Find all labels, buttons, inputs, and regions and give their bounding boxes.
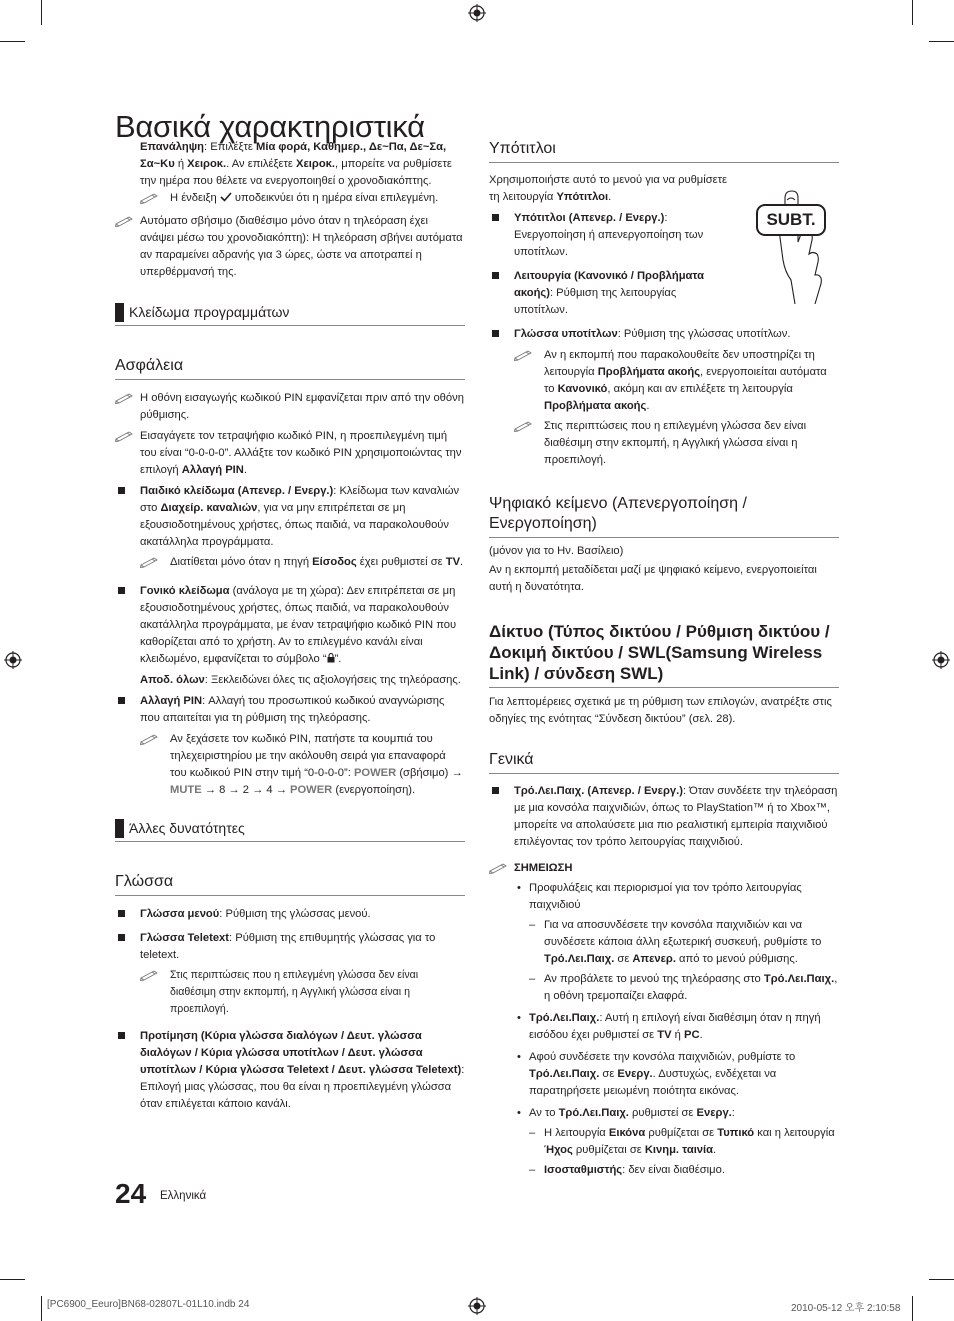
note-heading	[489, 860, 839, 877]
text: Τυπικό	[717, 1127, 755, 1139]
text: : Επιλέξτε	[204, 141, 257, 153]
left-column	[115, 139, 465, 1113]
registration-mark-icon	[4, 651, 22, 669]
crop-mark	[41, 0, 42, 25]
crop-mark	[0, 41, 25, 42]
note-pencil-icon	[140, 192, 160, 204]
hand-pressing-icon	[755, 180, 837, 306]
registration-mark-icon	[932, 651, 950, 669]
power-key: POWER	[290, 784, 333, 796]
repeat-label: Επανάληψη	[140, 141, 205, 153]
child-lock-note	[140, 554, 465, 571]
text: σε	[614, 953, 633, 965]
teletext-language-item	[115, 930, 465, 964]
section-heading-lock: Κλείδωμα προγραμμάτων	[115, 303, 465, 326]
note-bullet	[514, 1049, 839, 1100]
text: Ενεργ.	[696, 1107, 732, 1119]
child-lock-item	[115, 483, 465, 551]
text: Προβλήματα ακοής	[597, 366, 701, 378]
channel-manager-ref: Διαχείρ. καναλιών	[160, 502, 258, 514]
text: Ενεργ.	[617, 1068, 653, 1080]
parental-lock-label: Γονικό κλείδωμα	[140, 585, 230, 597]
teletext-language-label: Γλώσσα Teletext	[140, 932, 230, 944]
text: Ισοσταθμιστής	[544, 1164, 623, 1176]
text: Κανονικό	[557, 383, 608, 395]
text: Τρό.Λει.Παιχ.	[558, 1107, 629, 1119]
security-note-2	[115, 428, 465, 479]
text: έχει ρυθμιστεί σε	[356, 556, 446, 568]
text: Χρησιμοποιήστε αυτό το μενού για να ρυθμίσετε τη λειτουργία	[489, 174, 728, 203]
text: Η ένδειξη	[170, 192, 220, 204]
crop-mark	[41, 1296, 42, 1321]
subtitles-language-item	[489, 326, 839, 343]
text: και η λειτουργία	[754, 1127, 835, 1139]
mute-key: MUTE	[170, 784, 202, 796]
check-note	[140, 190, 465, 207]
subtitles-onoff-label: Υπότιτλοι (Απενερ. / Ενεργ.)	[514, 212, 665, 224]
text: ή	[671, 1029, 685, 1041]
text: Αυτόματο σβήσιμο (διαθέσιμο μόνο όταν η τηλεόραση έχει ανάψει μέσω του χρονοδιακόπτη): Η τηλεόραση σβήνει αυτόματα αν παραμείνει αδρανής για 3 ώρες, ώστε να αποτραπεί η υπερθέρμανσή της.	[140, 215, 463, 278]
text: Αν η εκπομπή που παρακολουθείτε δεν υποστηρίζει τη λειτουργία	[544, 349, 815, 378]
subtitles-mode-item	[489, 268, 724, 319]
text: PC	[684, 1029, 700, 1041]
text: , ενεργοποιείται αυτόματα το	[544, 366, 827, 395]
note-pencil-icon	[115, 430, 135, 442]
change-pin-label: Αλλαγή PIN	[140, 695, 203, 707]
page-number: 24	[115, 1178, 147, 1209]
repeat-options: Μία φορά, Καθημερ., Δε~Πα, Δε~Σα, Σα~Κυ	[140, 141, 447, 170]
note-list	[489, 880, 839, 1179]
unlock-all-label: Αποδ. όλων	[140, 674, 205, 686]
text: Προβλήματα ακοής	[544, 400, 647, 412]
child-lock-label: Παιδικό κλείδωμα (Απενερ. / Ενεργ.)	[140, 485, 334, 497]
text: : Ξεκλειδώνει όλες τις αξιολογήσεις της τηλεόρασης.	[204, 674, 461, 686]
digital-text-uk: (μόνον για το Ην. Βασίλειο)	[489, 545, 624, 557]
text: : Κλείδωμα των καναλιών στο	[140, 485, 460, 514]
text: Κινημ. ταινία	[644, 1144, 714, 1156]
subtitles-intro	[489, 172, 734, 206]
note-dash-item	[529, 1125, 839, 1159]
parental-lock-item	[115, 583, 465, 668]
text: : Όταν συνδέετε την τηλεόραση με μια κονσόλα παιχνιδιών, όπως το PlayStation™ ή το Xbox™, μπορείτε να απολαύσετε μια πιο ρεαλιστική εμπειρία παιχνιδιού επιλέγοντας τον τρόπο λειτουργίας παιχνιδιού.	[514, 785, 838, 848]
subtitles-note-1	[514, 347, 839, 415]
crop-mark	[0, 1279, 25, 1280]
crop-mark	[929, 41, 954, 42]
security-note-1	[115, 390, 465, 424]
digital-text-desc: Αν η εκπομπή μεταδίδεται μαζί με ψηφιακό κείμενο, ενεργοποιείται αυτή η δυνατότητα.	[489, 564, 817, 593]
subtitles-note-2	[514, 418, 839, 469]
network-desc: Για λεπτομέρειες σχετικά με τη ρύθμιση των επιλογών, ανατρέξτε στις οδηγίες της ενότητας “Σύνδεση δικτύου” (σελ. 28).	[489, 696, 832, 725]
note-pencil-icon	[140, 556, 160, 568]
text: : Αλλαγή του προσωπικού κωδικού αναγνώρισης που απαιτείται για τη ρύθμιση της τηλεόρασης.	[140, 695, 445, 724]
text: Αν το	[529, 1107, 559, 1119]
page-language: Ελληνικά	[160, 1190, 207, 1202]
text: Η οθόνη εισαγωγής κωδικού PIN εμφανίζεται πριν από την οθόνη ρύθμισης.	[140, 392, 464, 421]
text: (ενεργοποίηση).	[332, 784, 416, 796]
section-heading-security: Ασφάλεια	[115, 356, 465, 380]
note-bullet	[514, 1105, 839, 1122]
note-dash-item	[529, 917, 839, 968]
text: .	[243, 464, 247, 476]
text: , ακόμη και αν επιλέξετε τη λειτουργία	[607, 383, 793, 395]
auto-off-note	[115, 213, 465, 281]
text: . Αν επιλέξετε	[226, 158, 297, 170]
text: Τρό.Λει.Παιχ.	[544, 953, 615, 965]
game-mode-label: Τρό.Λει.Παιχ. (Απενερ. / Ενεργ.)	[514, 785, 683, 797]
text: ρυθμίζεται σε	[645, 1127, 718, 1139]
note-dash-item	[529, 971, 839, 1005]
text: : Ρύθμιση της λειτουργίας υποτίτλων.	[514, 287, 677, 316]
text: Αφού συνδέσετε την κονσόλα παιχνιδιών, ρυθμίστε το	[529, 1051, 796, 1063]
note-pencil-icon	[514, 420, 534, 432]
note-pencil-icon	[115, 215, 135, 227]
subtitles-block	[489, 172, 839, 469]
crop-mark	[912, 0, 913, 25]
note-bullet	[514, 1010, 839, 1044]
registration-mark-icon	[468, 1297, 486, 1315]
text: : δεν είναι διαθέσιμο.	[622, 1164, 725, 1176]
text: : Αυτή η επιλογή είναι διαθέσιμη όταν η πηγή εισόδου έχει ρυθμιστεί σε	[529, 1012, 821, 1041]
note-bullet: • Προφυλάξεις και περιορισμοί για τον τρόπο λειτουργίας παιχνιδιού	[514, 880, 839, 914]
note-dash-item	[529, 1162, 839, 1179]
text: .	[713, 1144, 717, 1156]
manual-label: Χειροκ.	[187, 158, 227, 170]
text: Ήχος	[544, 1144, 573, 1156]
note-pencil-icon	[140, 733, 160, 745]
change-pin-ref: Αλλαγή PIN	[181, 464, 244, 476]
text: Αν προβάλετε το μενού της τηλεόρασης στο	[544, 973, 764, 985]
text: Στις περιπτώσεις που η επιλεγμένη γλώσσα δεν είναι διαθέσιμη στην εκπομπή, η Αγγλική γλώσσα είναι η προεπιλογή.	[544, 420, 807, 466]
note-sublist	[514, 917, 839, 1005]
note-pencil-icon	[514, 349, 534, 361]
subt-button-label: SUBT.	[766, 210, 816, 229]
text: : Επιλογή μιας γλώσσας, που θα είναι η προεπιλεγμένη γλώσσα όταν επιλέγεται κάποιο κανάλι.	[140, 1064, 465, 1110]
checkmark-icon	[220, 192, 232, 202]
subtitles-language-label: Γλώσσα υποτίτλων	[514, 328, 618, 340]
text: (ανάλογα με τη χώρα): Δεν επιτρέπεται σε μη εξουσιοδοτημένους χρήστες, όπως παιδιά, να παρακολουθούν ακατάλληλα προγράμματα, με έναν τετραψήφιο κωδικό PIN που καθορίζεται από το χρήστη. Αν το επιλεγμένο κανάλι είναι κλειδωμένο, εμφανίζεται το σύμβολο “	[140, 585, 457, 665]
text: , για να μην επιτρέπεται σε μη εξουσιοδοτημένους χρήστες, όπως παιδιά, να παρακολουθούν ακατάλληλα προγράμματα.	[140, 502, 450, 548]
pin-reset-note	[140, 731, 465, 799]
text: Εισαγάγετε τον τετραψήφιο κωδικό PIN, η προεπιλεγμένη τιμή του είναι “0-0-0-0”. Αλλάξτε τον κωδικό PIN χρησιμοποιώντας την επιλογή	[140, 430, 462, 476]
repeat-paragraph	[115, 139, 465, 190]
unlock-all-text	[115, 672, 465, 689]
text: σε	[599, 1068, 618, 1080]
text: Αν ξεχάσετε τον κωδικό PIN, πατήστε τα κουμπιά του τηλεχειριστηρίου με την ακόλουθη σειρά για επαναφορά του κωδικού PIN στην τιμή “0-0-0-0”:	[170, 733, 446, 779]
teletext-note	[140, 967, 465, 1018]
change-pin-item	[115, 693, 465, 727]
text: , η οθόνη τρεμοπαίζει ελαφρά.	[544, 973, 838, 1002]
note-title: ΣΗΜΕΙΩΣΗ	[514, 862, 573, 874]
text: .	[460, 556, 464, 568]
text: .	[608, 191, 612, 203]
text: ρυθμίζεται σε	[572, 1144, 645, 1156]
note-sublist	[514, 1125, 839, 1179]
right-column	[489, 139, 839, 1179]
page-title: Βασικά χαρακτηριστικά	[115, 108, 425, 144]
manual-label: Χειροκ.	[296, 158, 335, 170]
footer-timestamp: 2010-05-12 오후 2:10:58	[791, 1303, 901, 1314]
section-heading-general: Γενικά	[489, 750, 839, 774]
text: (σβήσιμο) →	[396, 767, 463, 779]
text: , μπορείτε να ρυθμίσετε την ημέρα που θέλετε να ενεργοποιηθεί ο χρονοδιακόπτης.	[140, 158, 452, 187]
text: TV	[445, 556, 461, 568]
lock-icon	[327, 653, 335, 663]
text: TV	[657, 1029, 672, 1041]
text: Διατίθεται μόνο όταν η πηγή	[170, 556, 313, 568]
text: .	[646, 400, 650, 412]
text: Στις περιπτώσεις που η επιλεγμένη γλώσσα δεν είναι διαθέσιμη στην εκπομπή, η Αγγλική γλώσσα είναι η προεπιλογή.	[170, 969, 419, 1015]
crop-mark	[929, 1279, 954, 1280]
text: → 8 → 2 → 4 →	[201, 784, 290, 796]
power-key: POWER	[353, 767, 397, 779]
text: ή	[174, 158, 188, 170]
note-pencil-icon	[115, 392, 135, 404]
text: :	[731, 1107, 735, 1119]
text: : Ρύθμιση της επιθυμητής γλώσσας για το teletext.	[140, 932, 436, 961]
text: : Ρύθμιση της γλώσσας μενού.	[219, 908, 371, 920]
text: : Ενεργοποίηση ή απενεργοποίηση των υποτίτλων.	[514, 212, 704, 258]
section-heading-language: Γλώσσα	[115, 872, 465, 896]
section-heading-other: Άλλες δυνατότητες	[115, 819, 465, 842]
crop-mark	[912, 1296, 913, 1321]
game-mode-item	[489, 783, 839, 851]
text: Τρό.Λει.Παιχ.	[529, 1012, 600, 1024]
text: ”.	[334, 653, 342, 665]
section-heading-network: Δίκτυο (Τύπος δικτύου / Ρύθμιση δικτύου / Δοκιμή δικτύου / SWL(Samsung Wireless Link) / σύνδεση SWL)	[489, 621, 839, 688]
preference-label: Προτίμηση (Κύρια γλώσσα διαλόγων / Δευτ. γλώσσα διαλόγων / Κύρια γλώσσα υποτίτλων / Δευτ. γλώσσα υποτίτλων / Κύρια γλώσσα Teletext / Δευτ. γλώσσα Teletext)	[140, 1030, 462, 1076]
subt-button	[756, 204, 826, 236]
note-pencil-icon	[140, 969, 160, 981]
text: Είσοδος	[312, 556, 357, 568]
section-heading-subtitles: Υπότιτλοι	[489, 139, 839, 163]
text: Η λειτουργία	[544, 1127, 609, 1139]
menu-language-item	[115, 906, 465, 923]
subtitles-onoff-item	[489, 210, 724, 261]
registration-mark-icon	[468, 4, 486, 22]
text: ρυθμιστεί σε	[628, 1107, 697, 1119]
text: από το μενού ρύθμισης.	[675, 953, 798, 965]
text: Τρό.Λει.Παιχ.	[529, 1068, 600, 1080]
preference-item	[115, 1028, 465, 1113]
text: Τρό.Λει.Παιχ.	[763, 973, 835, 985]
text: Εικόνα	[608, 1127, 646, 1139]
text: : Ρύθμιση της γλώσσας υποτίτλων.	[617, 328, 791, 340]
text: Απενερ.	[632, 953, 676, 965]
text: υποδεικνύει ότι η ημέρα είναι επιλεγμένη.	[231, 192, 439, 204]
text: Υπότιτλοι	[556, 191, 609, 203]
subt-remote-illustration	[755, 180, 837, 306]
text: . Δυστυχώς, ενδέχεται να παρατηρήσετε μειωμένη ποιότητα εικόνας.	[529, 1068, 777, 1097]
text: Για να αποσυνδέσετε την κονσόλα παιχνιδιών και να συνδέσετε κάποια άλλη εξωτερική συσκευή, ρυθμίστε το	[544, 919, 822, 948]
menu-language-label: Γλώσσα μενού	[140, 908, 220, 920]
subtitles-mode-label: Λειτουργία (Κανονικό / Προβλήματα ακοής)	[514, 270, 704, 299]
text: .	[699, 1029, 703, 1041]
footer-file-info: [PC6900_Eeuro]BN68-02807L-01L10.indb 24	[47, 1299, 250, 1310]
section-heading-digital-text: Ψηφιακό κείμενο (Απενεργοποίηση / Ενεργοποίηση)	[489, 494, 839, 538]
note-pencil-icon	[489, 862, 509, 874]
